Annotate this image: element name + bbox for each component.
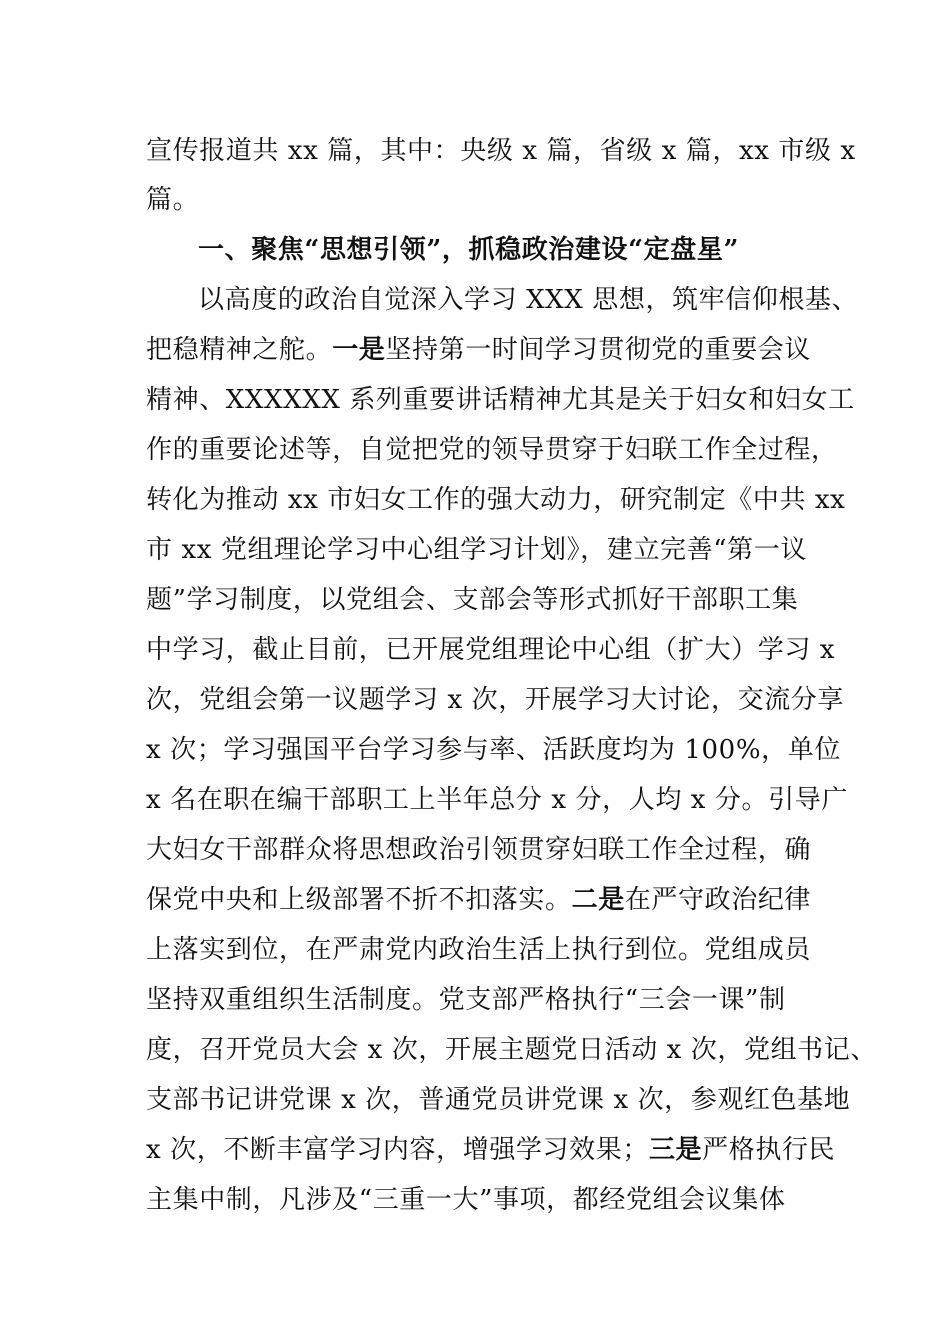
paragraph-line [146, 1134, 835, 1166]
paragraph-line: 次，党组会第一议题学习 x 次，开展学习大讨论，交流分享 [146, 685, 844, 715]
paragraph-line: 支部书记讲党课 x 次，普通党员讲党课 x 次，参观红色基地 [146, 1085, 851, 1115]
text-run: 保党中央和上级部署不折不扣落实。 [146, 885, 572, 915]
paragraph-line: x 名在职在编干部职工上半年总分 x 分，人均 x 分。引导广 [146, 785, 848, 815]
intro-line-1: 宣传报道共 xx 篇，其中：央级 x 篇，省级 x 篇，xx 市级 x [146, 136, 856, 166]
section-heading: 一、聚焦“思想引领”，抓稳政治建设“定盘星” [198, 235, 740, 265]
paragraph-line: 中学习，截止目前，已开展党组理论中心组（扩大）学习 x [146, 635, 836, 665]
paragraph-line: 上落实到位，在严肃党内政治生活上执行到位。党组成员 [146, 935, 812, 965]
paragraph-line: 大妇女干部群众将思想政治引领贯穿妇联工作全过程，确 [146, 835, 812, 865]
paragraph-line: 作的重要论述等，自觉把党的领导贯穿于妇联工作全过程， [146, 435, 838, 465]
emphasis-marker: 一是 [332, 335, 386, 365]
text-run: 在严守政治纪律 [624, 885, 812, 915]
intro-line-2: 篇。 [146, 185, 200, 215]
paragraph-line: 市 xx 党组理论学习中心组学习计划》，建立完善“第一议 [146, 535, 807, 565]
paragraph-line: x 次；学习强国平台学习参与率、活跃度均为 100%，单位 [146, 735, 841, 765]
paragraph-line: 主集中制，凡涉及“三重一大”事项，都经党组会议集体 [146, 1185, 786, 1215]
paragraph-line: 坚持双重组织生活制度。党支部严格执行“三会一课”制 [146, 985, 786, 1015]
paragraph-line: 以高度的政治自觉深入学习 XXX 思想，筑牢信仰根基、 [198, 285, 859, 315]
text-run: 把稳精神之舵。 [146, 335, 333, 365]
text-run: 严格执行民 [702, 1135, 836, 1165]
paragraph-line: 题”学习制度，以党组会、支部会等形式抓好干部职工集 [146, 585, 799, 615]
paragraph-line: 转化为推动 xx 市妇女工作的强大动力，研究制定《中共 xx [146, 485, 846, 515]
text-run: 坚持第一时间学习贯彻党的重要会议 [385, 335, 812, 365]
emphasis-marker: 二是 [571, 885, 625, 915]
paragraph-line [146, 334, 811, 366]
emphasis-marker: 三是 [648, 1135, 703, 1165]
paragraph-line [146, 884, 811, 916]
text-run: x 次，不断丰富学习内容，增强学习效果； [146, 1135, 649, 1165]
paragraph-line: 度，召开党员大会 x 次，开展主题党日活动 x 次，党组书记、 [146, 1035, 877, 1065]
paragraph-line: 精神、XXXXXX 系列重要讲话精神尤其是关于妇女和妇女工 [146, 385, 855, 415]
